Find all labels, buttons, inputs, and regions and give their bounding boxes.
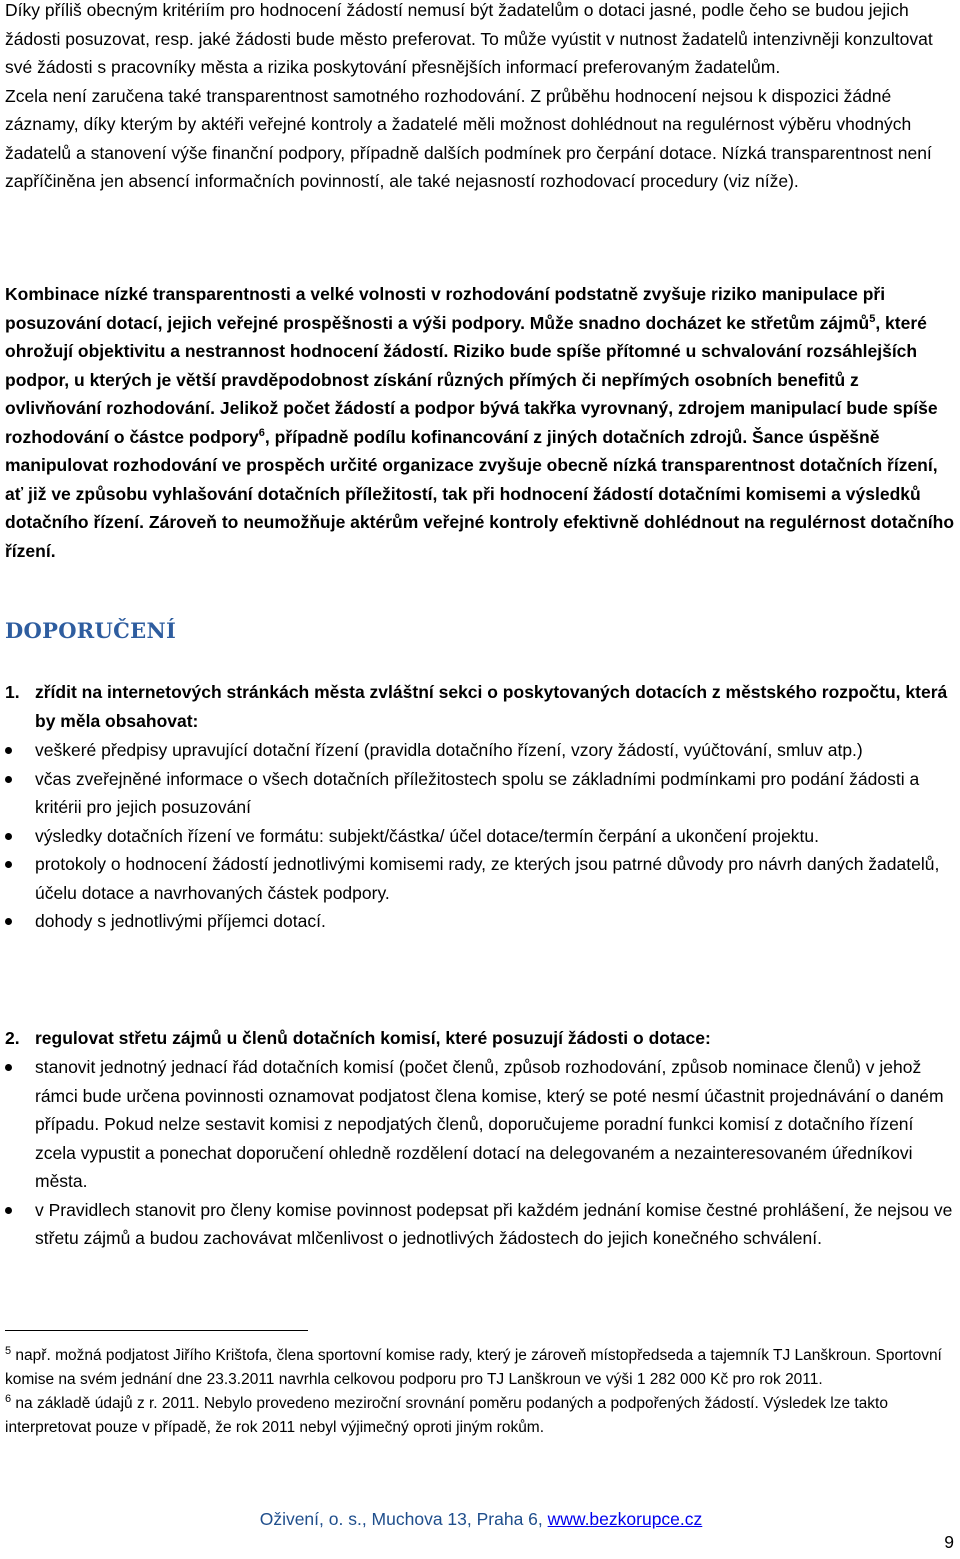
footer-organization: Oživení, o. s., Muchova 13, Praha 6,: [259, 1509, 548, 1529]
list-item-text: protokoly o hodnocení žádostí jednotlivými komisemi rady, ze kterých jsou patrné důvody pro návrh daných žadatelů, účelu dotace a navrhovaných částek podpory.: [35, 854, 940, 903]
footnote-text: např. možná podjatost Jiřího Krištofa, člena sportovní komise rady, který je zároveň místopředseda a tajemník TJ Lanškroun. Sportovní komise na svém jednání dne 23.3.2011 navrhla celkovou podporu pro TJ Lanškroun ve výši 1 282 000 Kč pro rok 2011.: [5, 1347, 942, 1388]
recommendation-1-title: zřídit na internetových stránkách města zvláštní sekci o poskytovaných dotacích z městského rozpočtu, která by měla obsahovat:: [35, 682, 948, 731]
bullet-icon: [5, 776, 12, 783]
risk-text-3: , případně podílu kofinancování z jiných dotačních zdrojů. Šance úspěšně manipulovat rozhodování ve prospěch určité organizace zvyšuje obecně nízká transparentnost dotačních řízení, ať již ve způsobu vyhlašování dotačních příležitostí, tak při hodnocení žádostí dotačními komisemi a výsledků dotačního řízení. Zároveň to neumožňuje aktérům veřejné kontroly efektivně dohlédnout na regulérnost dotačního řízení.: [5, 426, 955, 561]
recommendation-2-number: 2.: [5, 1028, 20, 1048]
list-item-text: veškeré předpisy upravující dotační řízení (pravidla dotačního řízení, vzory žádostí, vyúčtování, smluv atp.): [35, 740, 863, 760]
list-item: [5, 765, 957, 822]
bullet-icon: [5, 861, 12, 868]
list-item-text: výsledky dotačních řízení ve formátu: subjekt/částka/ účel dotace/termín čerpání a ukončení projektu.: [35, 825, 820, 846]
list-item: [5, 907, 957, 936]
recommendation-1-heading: [5, 678, 957, 735]
risk-paragraph: [5, 280, 957, 565]
footer-website-link[interactable]: www.bezkorupce.cz: [547, 1509, 703, 1529]
bullet-icon: [5, 747, 12, 754]
page-number: 9: [944, 1532, 954, 1552]
footnote-ref-6[interactable]: 6: [258, 426, 265, 439]
list-item: [5, 850, 957, 907]
risk-text-1: Kombinace nízké transparentnosti a velké volnosti v rozhodování podstatně zvyšuje riziko manipulace při posuzování dotací, jejich veřejné prospěšnosti a výši podpory. Může snadno docházet ke střetům zájmů: [5, 284, 886, 333]
risk-text-2: , které ohrožují objektivitu a nestrannost hodnocení žádostí. Riziko bude spíše přítomné u schvalování rozsáhlejších podpor, u kterých je větší pravděpodobnost získání různých přímých či nepřímých osobních benefitů z ovlivňování rozhodování. Jelikož počet žádostí a podpor bývá takřka vyrovnaný, zdrojem manipulací bude spíše rozhodování o částce podpory: [5, 312, 938, 447]
list-item-text: stanovit jednotný jednací řád dotačních komisí (počet členů, způsob rozhodování, způsob nominace členů) v jehož rámci bude určena povinnosti oznamovat podjatost člena komise, který se poté nesmí účastnit projednávání o daném případu. Pokud nelze sestavit komisi z nepodjatých členů, doporučujeme poradní funkci komisí z dotačního řízení zcela vypustit a ponechat doporučení ohledně rozdělení dotací na delegovaném a nezainteresovaném úředníkovi města.: [35, 1057, 944, 1191]
recommendation-1-number: 1.: [5, 682, 20, 702]
list-item: [5, 1196, 957, 1253]
footnote-number: 5: [5, 1344, 12, 1357]
recommendation-2-heading: [5, 1024, 957, 1053]
bullet-icon: [5, 1207, 12, 1214]
list-item: [5, 736, 957, 765]
footnotes: [5, 1344, 957, 1440]
list-item: [5, 822, 957, 851]
intro-sentence-2: Zcela není zaručena také transparentnost samotného rozhodování. Z průběhu hodnocení nejsou k dispozici žádné záznamy, díky kterým by aktéři veřejné kontroly a žadatelé měli možnost dohlédnout na regulérnost výběru vhodných žadatelů a stanovení výše finanční podpory, případně dalších podmínek pro čerpání dotace. Nízká transparentnost není zapříčiněna jen absencí informačních povinností, ale také nejasností rozhodovací procedury (viz níže).: [5, 85, 932, 191]
bullet-icon: [5, 918, 12, 925]
recommendations-heading: DOPORUČENÍ: [5, 618, 177, 643]
footnote-text: na základě údajů z r. 2011. Nebylo provedeno meziroční srovnání poměru podaných a podpořených žádostí. Výsledek lze takto interpretovat pouze v případě, že rok 2011 nebyl výjimečný oproti jiným rokům.: [5, 1395, 888, 1436]
list-item-text: včas zveřejněné informace o všech dotačních příležitostech spolu se základními podmínkami pro podání žádosti a kritérii pro jejich posuzování: [35, 768, 920, 817]
recommendation-2-list: [5, 1053, 957, 1253]
intro-sentence-1: Díky příliš obecným kritériím pro hodnocení žádostí nemusí být žadatelům o dotaci jasné, podle čeho se budou jejich žádosti posuzovat, resp. jaké žádosti bude město preferovat. To může vyústit v nutnost žadatelů intenzivněji konzultovat své žádosti s pracovníky města a rizika poskytování přesnějších informací preferovaným žadatelům.: [5, 0, 933, 77]
footnote-5: [5, 1344, 957, 1392]
recommendation-1-list: [5, 736, 957, 936]
page-footer: [5, 1509, 957, 1530]
footnote-separator: [5, 1330, 308, 1331]
bullet-icon: [5, 833, 12, 840]
footnote-6: [5, 1392, 957, 1440]
intro-paragraph: [5, 0, 957, 196]
list-item-text: v Pravidlech stanovit pro členy komise povinnost podepsat při každém jednání komise čestné prohlášení, že nejsou ve střetu zájmů a budou zachovávat mlčenlivost o jednotlivých žádostech do jejich konečného schválení.: [35, 1199, 953, 1248]
footnote-ref-5[interactable]: 5: [869, 312, 876, 325]
footnote-number: 6: [5, 1392, 12, 1405]
list-item-text: dohody s jednotlivými příjemci dotací.: [35, 911, 326, 931]
recommendation-2-title: regulovat střetu zájmů u členů dotačních komisí, které posuzují žádosti o dotace:: [35, 1028, 711, 1048]
list-item: [5, 1053, 957, 1196]
bullet-icon: [5, 1064, 12, 1071]
